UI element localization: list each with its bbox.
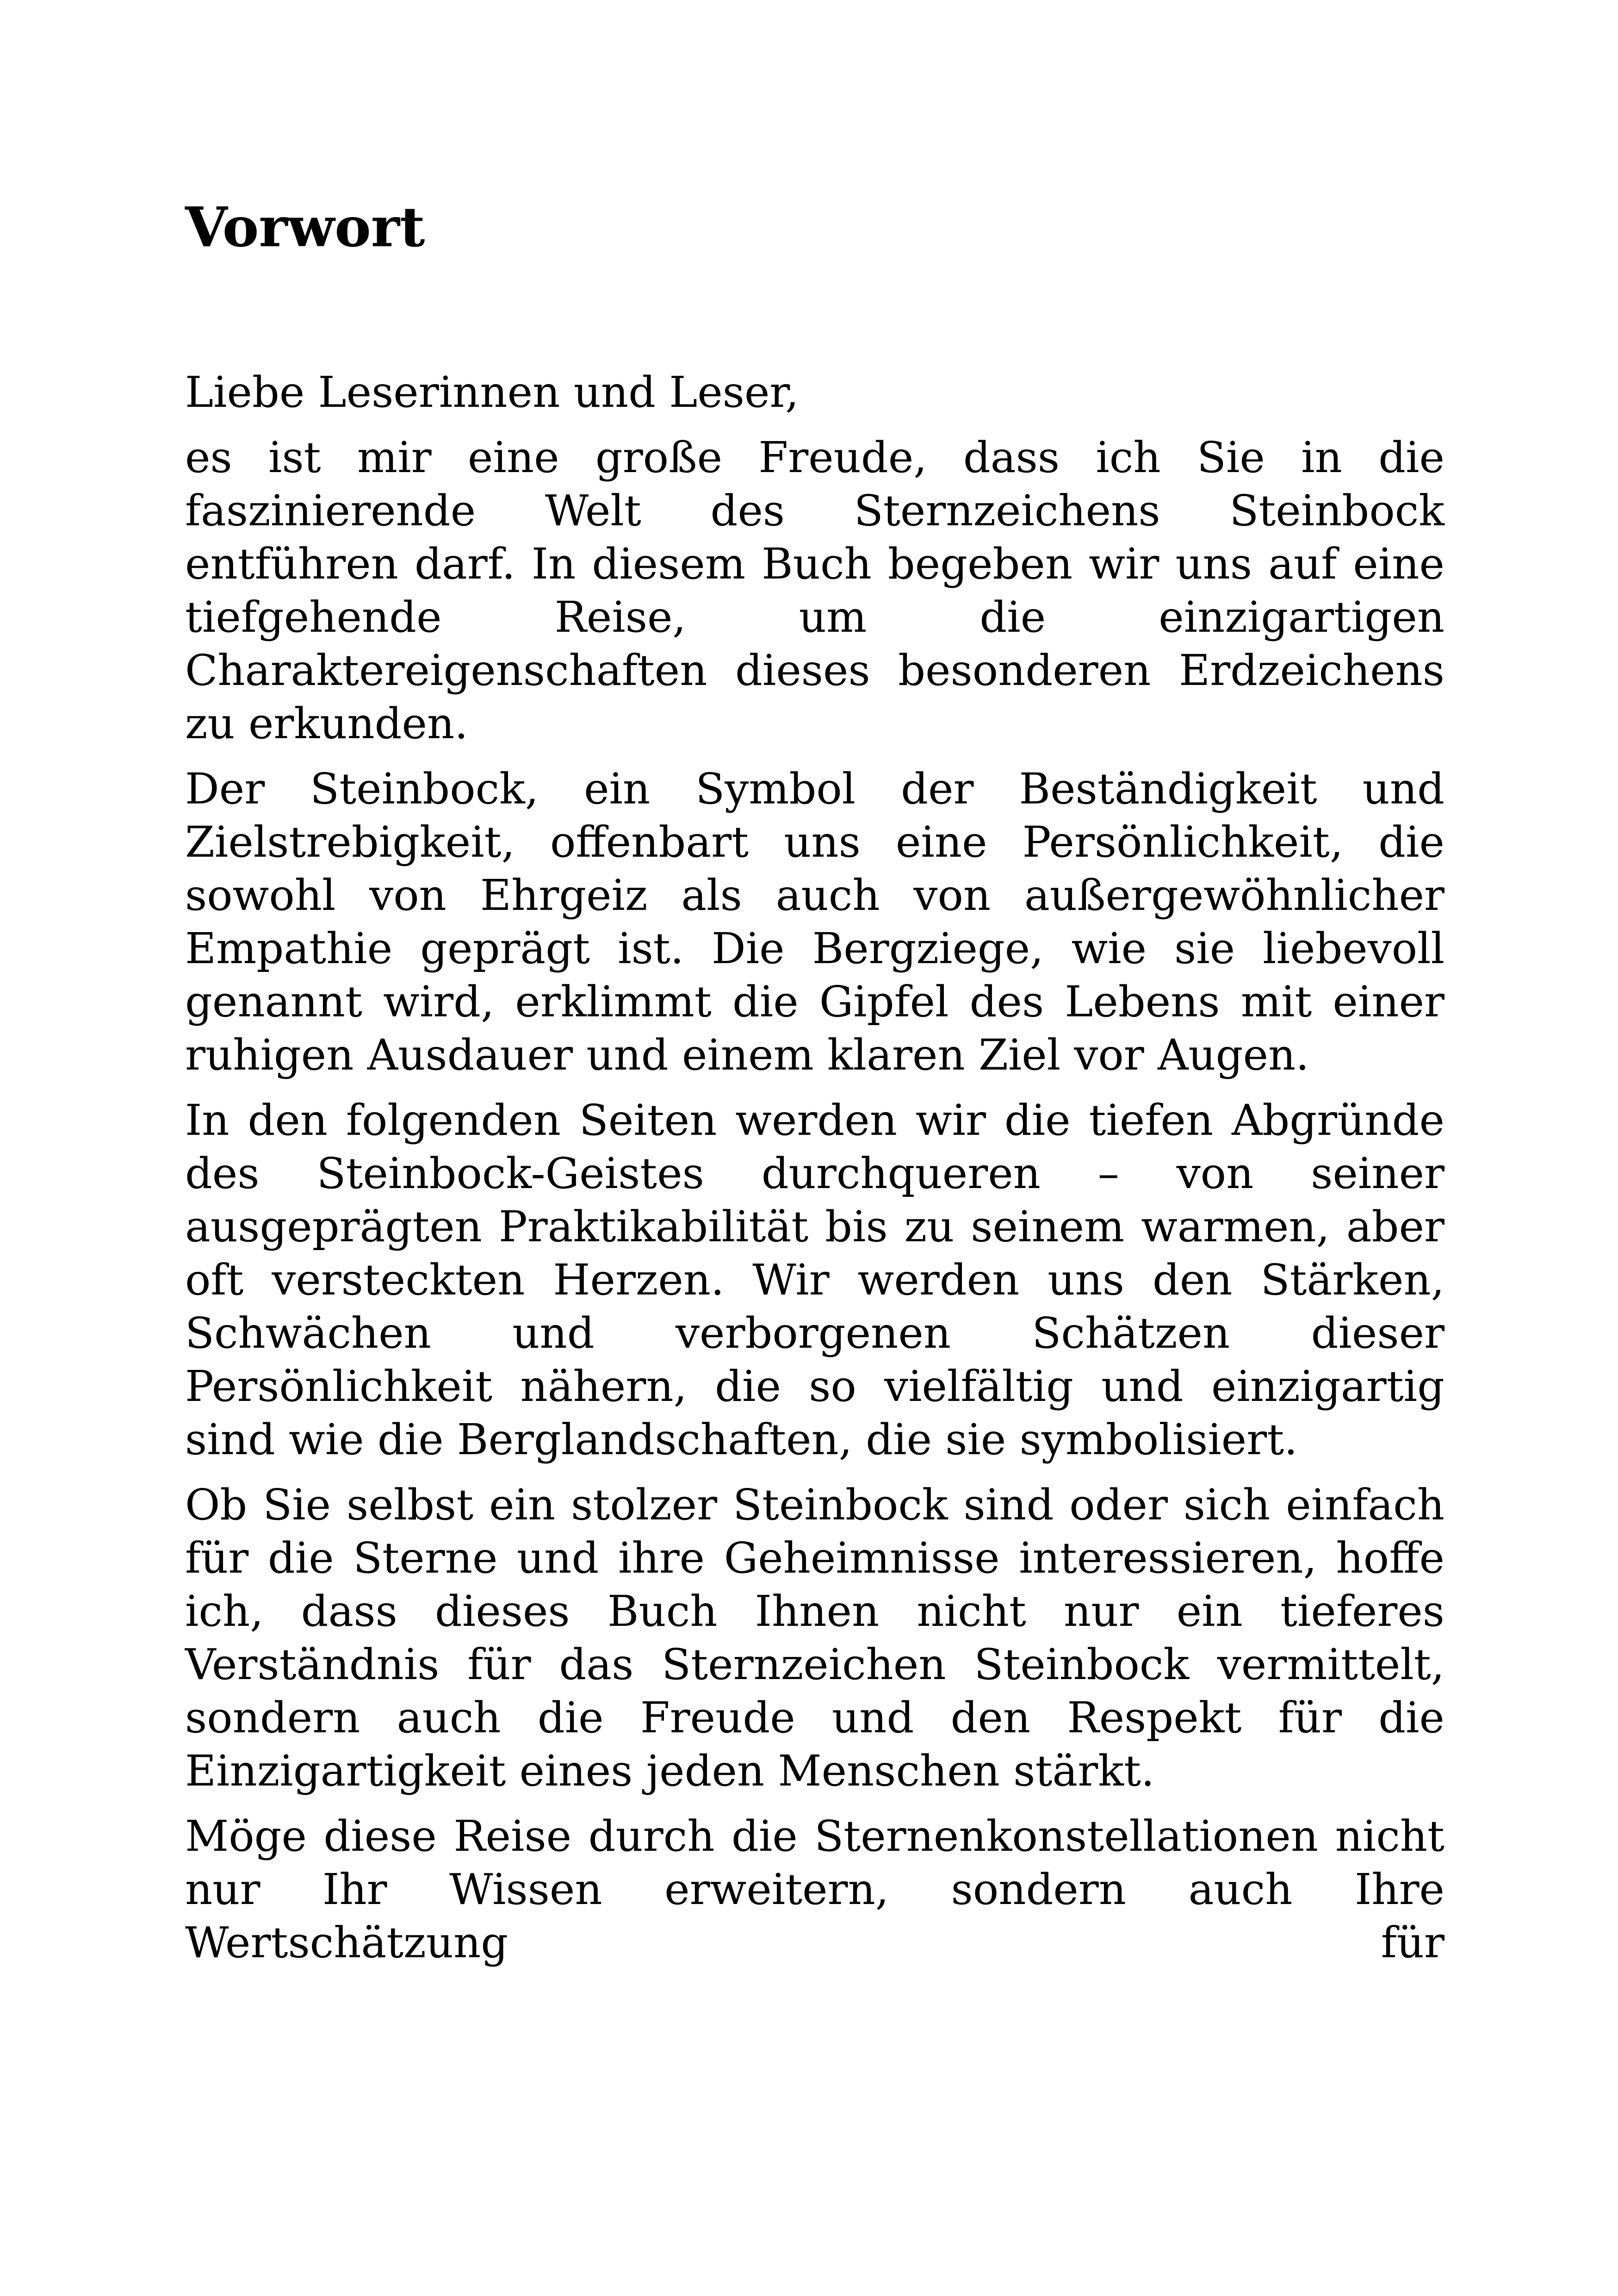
body-text — [185, 366, 1444, 1981]
body-paragraph: Möge diese Reise durch die Sternenkonstellationen nicht nur Ihr Wissen erweitern, sondern auch Ihre Wertschätzung für — [185, 1811, 1444, 1967]
salutation-paragraph: Liebe Leserinnen und Leser, — [185, 367, 799, 417]
body-paragraph: es ist mir eine große Freude, dass ich Sie in die faszinierende Welt des Sternzeichens Steinbock entführen darf. In diesem Buch begeben wir uns auf eine tiefgehende Reise, um die einzigartigen Charaktereigenschaften dieses besonderen Erdzeichens zu erkunden. — [185, 433, 1444, 748]
body-paragraph: Ob Sie selbst ein stolzer Steinbock sind oder sich einfach für die Sterne und ihre Geheimnisse interessieren, hoffe ich, dass dieses Buch Ihnen nicht nur ein tieferes Verständnis für das Sternzeichen Steinbock vermittelt, sondern auch die Freude und den Respekt für die Einzigartigkeit eines jeden Menschen stärkt. — [185, 1480, 1444, 1796]
body-paragraph: In den folgenden Seiten werden wir die tiefen Abgründe des Steinbock-Geistes durchqueren – von seiner ausgeprägten Praktikabilität bis zu seinem warmen, aber oft versteckten Herzen. Wir werden uns den Stärken, Schwächen und verborgenen Schätzen dieser Persönlichkeit nähern, die so vielfältig und einzigartig sind wie die Berglandschaften, die sie symbolisiert. — [185, 1095, 1444, 1464]
chapter-heading: Vorwort — [185, 195, 425, 259]
body-paragraph: Der Steinbock, ein Symbol der Beständigkeit und Zielstrebigkeit, offenbart uns eine Persönlichkeit, die sowohl von Ehrgeiz als auch von außergewöhnlicher Empathie geprägt ist. Die Bergziege, wie sie liebevoll genannt wird, erklimmt die Gipfel des Lebens mit einer ruhigen Ausdauer und einem klaren Ziel vor Augen. — [185, 764, 1444, 1080]
